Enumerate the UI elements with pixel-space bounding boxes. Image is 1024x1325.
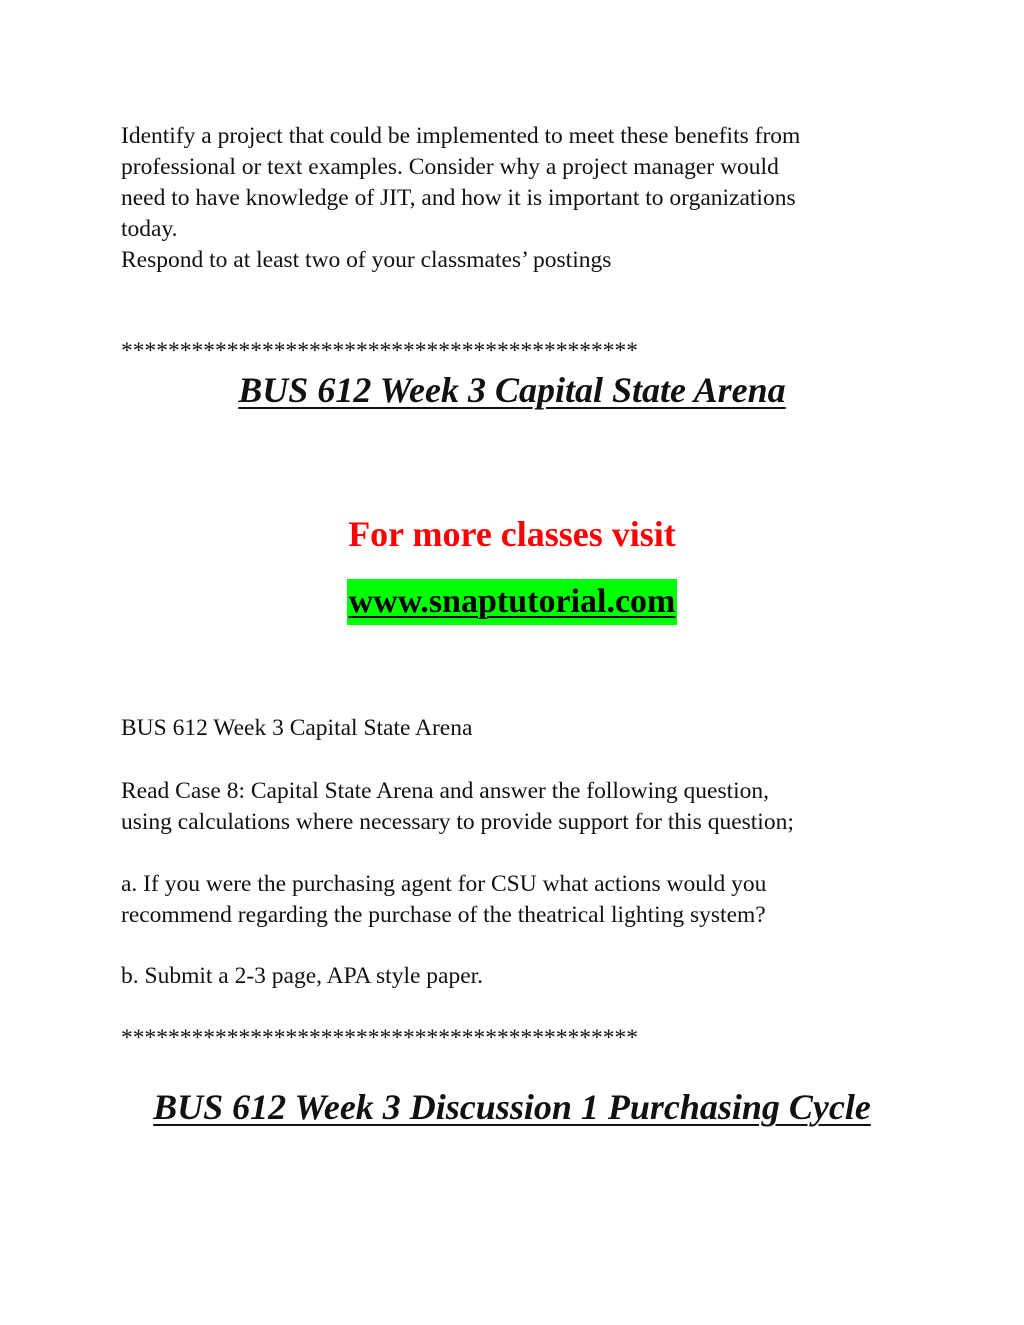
section-heading-capital-state-arena: BUS 612 Week 3 Capital State Arena xyxy=(238,370,786,410)
intro-line: Identify a project that could be implemented to meet these benefits from xyxy=(121,123,801,149)
promo-text: For more classes visit xyxy=(348,514,676,554)
question-b-paragraph: b. Submit a 2-3 page, APA style paper. xyxy=(121,963,484,989)
paragraph-line: a. If you were the purchasing agent for CSU what actions would you xyxy=(121,871,767,897)
intro-paragraph xyxy=(121,121,921,276)
paragraph-line: using calculations where necessary to provide support for this question; xyxy=(121,809,794,835)
case-instructions-paragraph xyxy=(121,776,921,838)
section-title-plain: BUS 612 Week 3 Capital State Arena xyxy=(121,715,473,741)
paragraph-line: Read Case 8: Capital State Arena and answer the following question, xyxy=(121,778,770,804)
intro-line: Respond to at least two of your classmates’ postings xyxy=(121,247,612,273)
intro-line: professional or text examples. Consider why a project manager would xyxy=(121,154,779,180)
promo-link-wrap xyxy=(0,579,1024,625)
question-a-paragraph xyxy=(121,869,921,931)
intro-line: today. xyxy=(121,216,178,242)
separator-stars: ******************************************** xyxy=(121,338,638,364)
separator-stars: ******************************************** xyxy=(121,1025,638,1051)
section-heading-purchasing-cycle: BUS 612 Week 3 Discussion 1 Purchasing Cycle xyxy=(153,1087,871,1127)
intro-line: need to have knowledge of JIT, and how it is important to organizations xyxy=(121,185,796,211)
snaptutorial-link[interactable]: www.snaptutorial.com xyxy=(347,579,678,625)
paragraph-line: recommend regarding the purchase of the theatrical lighting system? xyxy=(121,902,766,928)
